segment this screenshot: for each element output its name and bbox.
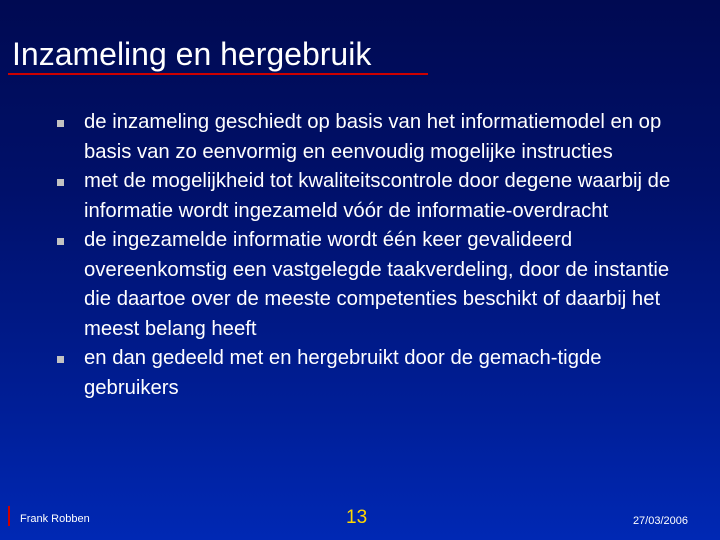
bullet-list xyxy=(56,108,676,403)
square-bullet-icon xyxy=(57,179,64,186)
list-item xyxy=(56,226,676,344)
footer-date: 27/03/2006 xyxy=(632,515,688,527)
footer-author: Frank Robben xyxy=(20,513,90,525)
square-bullet-icon xyxy=(57,238,64,245)
bullet-text: en dan gedeeld met en hergebruikt door de gemach-tigde gebruikers xyxy=(84,347,602,399)
page-number: 13 xyxy=(346,507,368,528)
footer-rule xyxy=(8,506,10,526)
list-item xyxy=(56,167,676,226)
bullet-text: de ingezamelde informatie wordt één keer gevalideerd overeenkomstig een vastgelegde taakverdeling, door de instantie die daartoe over de meeste competenties beschikt of daarbij het meest belang heeft xyxy=(84,229,670,340)
slide-title: Inzameling en hergebruik xyxy=(12,36,372,72)
list-item xyxy=(56,344,676,403)
list-item xyxy=(56,108,676,167)
bullet-text: met de mogelijkheid tot kwaliteitscontrole door degene waarbij de informatie wordt ingezameld vóór de informatie-overdracht xyxy=(84,170,671,222)
square-bullet-icon xyxy=(57,120,64,127)
bullet-text: de inzameling geschiedt op basis van het informatiemodel en op basis van zo eenvormig en eenvoudig mogelijke instructies xyxy=(84,111,662,163)
square-bullet-icon xyxy=(57,356,64,363)
title-underline xyxy=(8,73,428,75)
